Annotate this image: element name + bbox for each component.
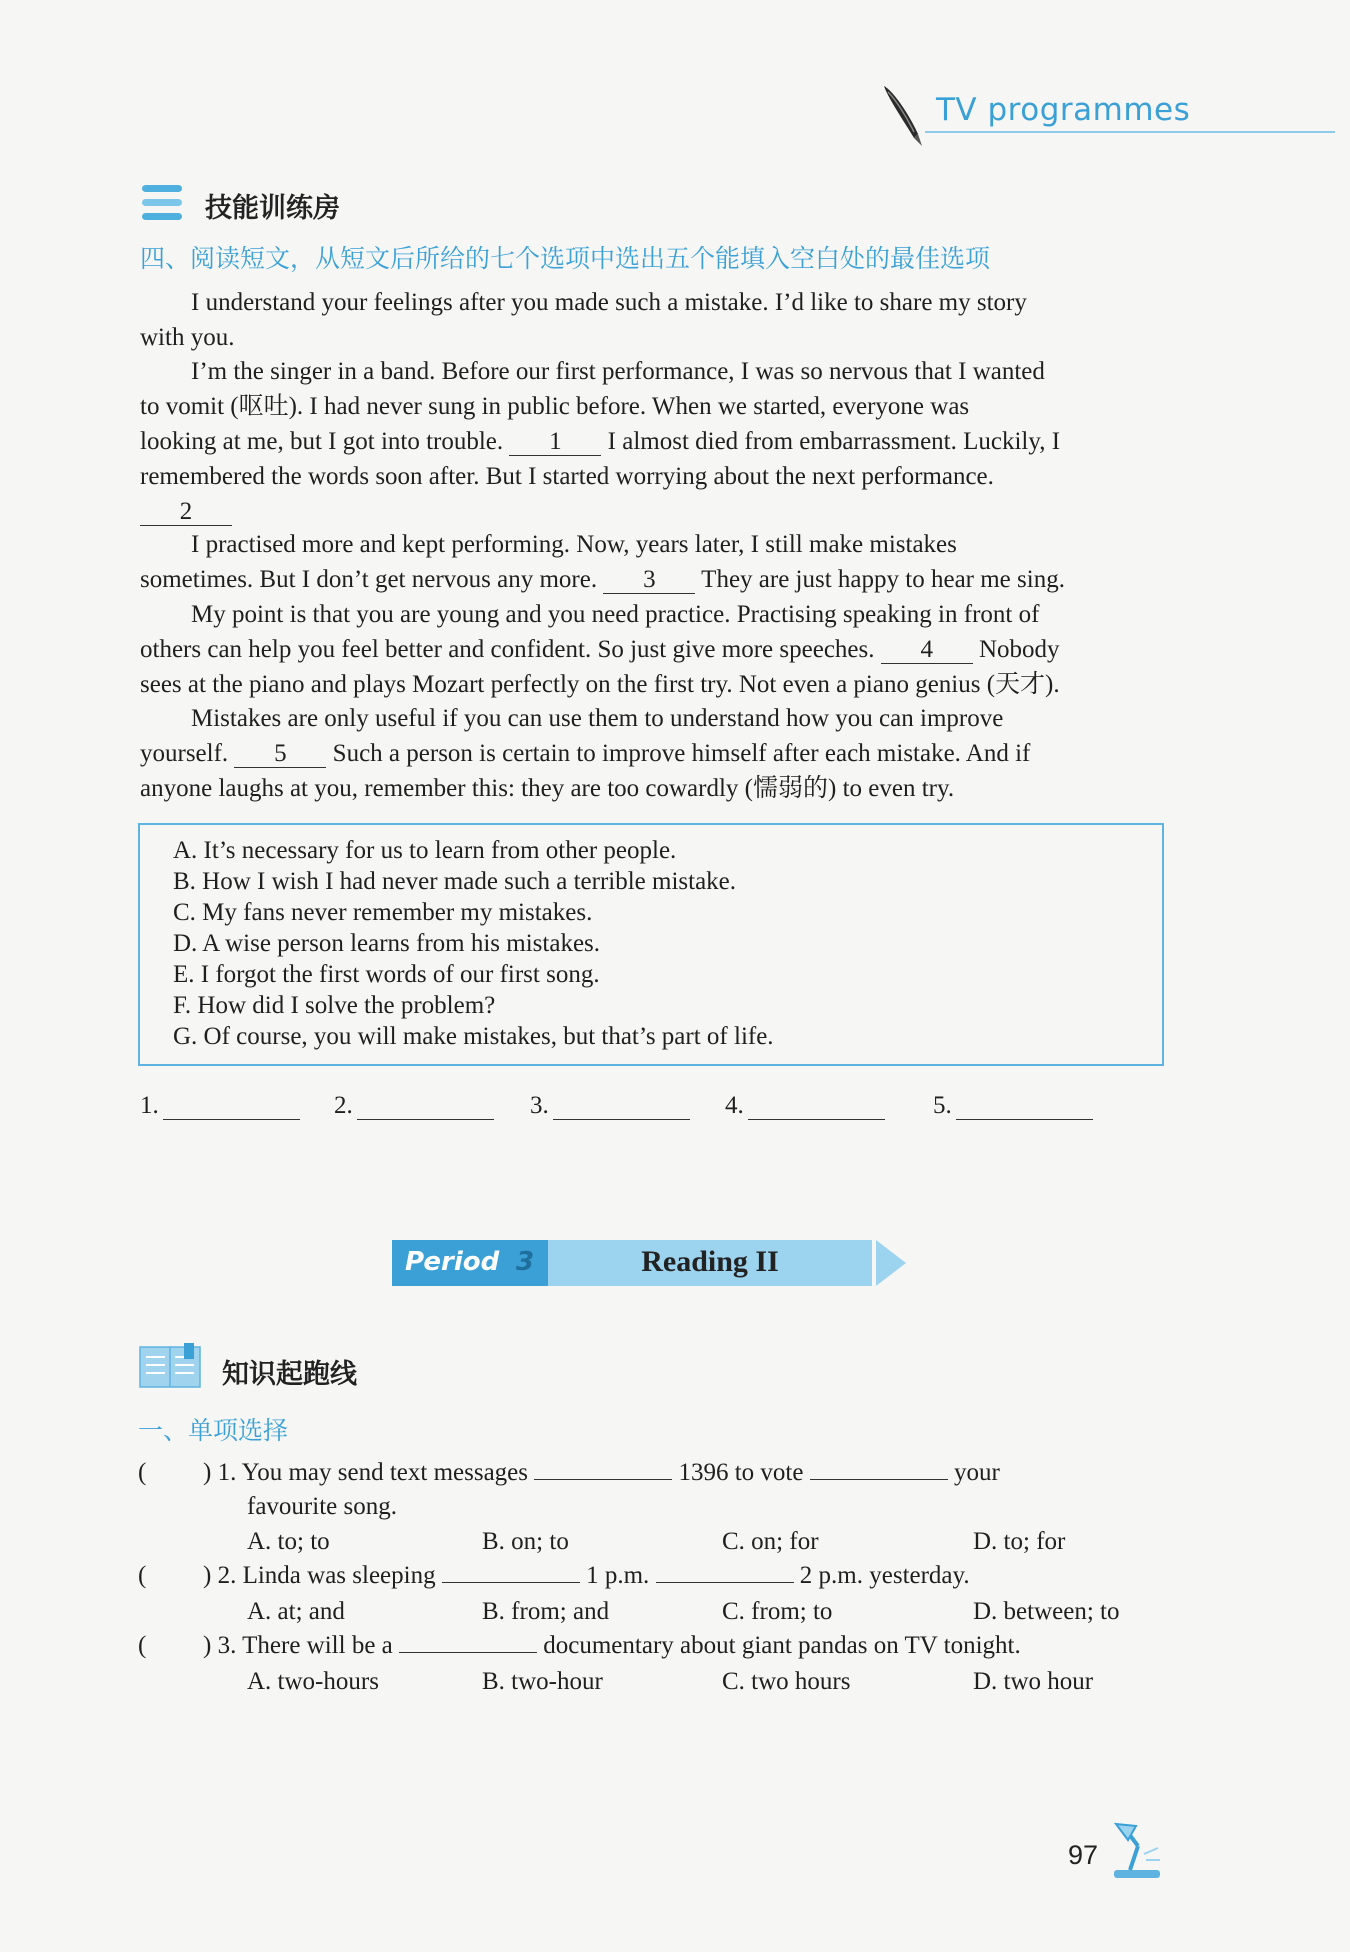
question-number: ) 2. (203, 1562, 237, 1589)
section-title-skills: 技能训练房 (205, 193, 340, 224)
q2-choice-a[interactable]: A. at; and (247, 1598, 345, 1625)
passage-text: Such a person is certain to improve himself after each mistake. And if (332, 740, 1031, 767)
passage-paragraph-1 (140, 285, 1170, 355)
question-text: There will be a (242, 1632, 393, 1659)
question-text: You may send text messages (241, 1459, 528, 1486)
header-title: TV programmes (936, 92, 1191, 128)
page-number: 97 (1068, 1840, 1099, 1870)
choice-instruction: 一、单项选择 (138, 1416, 289, 1445)
question-blank[interactable] (399, 1652, 537, 1653)
q2-choice-c[interactable]: C. from; to (722, 1598, 833, 1625)
section-title-knowledge: 知识起跑线 (222, 1359, 357, 1390)
answer-slot-2[interactable] (334, 1092, 494, 1120)
blank-4[interactable]: 4 (881, 637, 973, 664)
question-text: Linda was sleeping (242, 1562, 436, 1589)
period-number: 3 (516, 1247, 535, 1277)
passage-text: My point is that you are young and you need practice. Practising speaking in front of (191, 601, 1040, 628)
question-blank[interactable] (442, 1582, 580, 1583)
blank-3[interactable]: 3 (603, 567, 695, 594)
period-label: Period (405, 1247, 500, 1277)
question-3-paren: ( (138, 1632, 147, 1659)
question-text: documentary about giant pandas on TV tonight. (543, 1632, 1021, 1659)
q1-choice-b[interactable]: B. on; to (482, 1528, 569, 1555)
answer-line[interactable] (748, 1095, 885, 1120)
passage-text: sees at the piano and plays Mozart perfectly on the first try. Not even a piano genius (天才). (140, 671, 1060, 698)
passage-text: looking at me, but I got into trouble. (140, 428, 504, 455)
q3-choice-a[interactable]: A. two-hours (247, 1668, 379, 1695)
question-number: ) 1. (203, 1459, 237, 1486)
option-d: D. A wise person learns from his mistakes. (173, 930, 601, 957)
question-blank[interactable] (810, 1479, 948, 1480)
answer-label: 1. (140, 1092, 159, 1119)
passage-paragraph-4 (140, 597, 1185, 702)
option-e: E. I forgot the first words of our first song. (173, 961, 600, 988)
q3-choice-b[interactable]: B. two-hour (482, 1668, 603, 1695)
q3-choice-d[interactable]: D. two hour (973, 1668, 1094, 1695)
question-blank[interactable] (656, 1582, 794, 1583)
blank-2[interactable]: 2 (140, 499, 232, 526)
passage-paragraph-3 (140, 527, 1180, 597)
period-title: Reading II (641, 1245, 779, 1278)
passage-text: others can help you feel better and confident. So just give more speeches. (140, 636, 875, 663)
question-text: 1396 to vote (678, 1459, 804, 1486)
passage-text: to vomit (呕吐). I had never sung in public before. When we started, everyone was (140, 393, 970, 420)
q2-choice-b[interactable]: B. from; and (482, 1598, 610, 1625)
q3-choice-c[interactable]: C. two hours (722, 1668, 851, 1695)
q2-choice-d[interactable]: D. between; to (973, 1598, 1120, 1625)
option-b: B. How I wish I had never made such a terrible mistake. (173, 868, 737, 895)
passage-text: remembered the words soon after. But I started worrying about the next performance. (140, 463, 994, 490)
passage-text: yourself. (140, 740, 229, 767)
answer-label: 3. (530, 1092, 549, 1119)
book-icon (138, 1343, 204, 1396)
passage-text: I’m the singer in a band. Before our first performance, I was so nervous that I wanted (191, 358, 1045, 385)
passage-text: sometimes. But I don’t get nervous any more. (140, 566, 598, 593)
question-text: 2 p.m. yesterday. (799, 1562, 970, 1589)
answer-slot-4[interactable] (725, 1092, 885, 1120)
question-2 (203, 1559, 1163, 1593)
answer-line[interactable] (163, 1095, 300, 1120)
question-1 (203, 1456, 1163, 1490)
answer-slot-1[interactable] (140, 1092, 300, 1120)
answer-line[interactable] (956, 1095, 1093, 1120)
question-text: your (953, 1459, 1000, 1486)
answer-label: 5. (933, 1092, 952, 1119)
lamp-icon (1108, 1820, 1166, 1885)
blank-1[interactable]: 1 (509, 429, 601, 456)
passage-text: I almost died from embarrassment. Luckily, I (607, 428, 1061, 455)
option-c: C. My fans never remember my mistakes. (173, 899, 593, 926)
answer-label: 2. (334, 1092, 353, 1119)
question-number: ) 3. (203, 1632, 237, 1659)
answer-line[interactable] (553, 1095, 690, 1120)
answer-slot-3[interactable] (530, 1092, 690, 1120)
q1-choice-d[interactable]: D. to; for (973, 1528, 1066, 1555)
question-2-paren: ( (138, 1562, 147, 1589)
question-1-paren: ( (138, 1459, 147, 1486)
passage-text: with you. (140, 324, 235, 351)
passage-text: Mistakes are only useful if you can use them to understand how you can improve (191, 705, 1004, 732)
question-1-cont: favourite song. (247, 1493, 397, 1520)
answer-label: 4. (725, 1092, 744, 1119)
stripes-icon (140, 183, 186, 228)
question-blank[interactable] (534, 1479, 672, 1480)
q1-choice-a[interactable]: A. to; to (247, 1528, 330, 1555)
q1-choice-c[interactable]: C. on; for (722, 1528, 819, 1555)
option-a: A. It’s necessary for us to learn from other people. (173, 837, 677, 864)
blank-5[interactable]: 5 (234, 741, 326, 768)
reading-instruction: 四、阅读短文，从短文后所给的七个选项中选出五个能填入空白处的最佳选项 (140, 244, 991, 273)
passage-text: I practised more and kept performing. Now, years later, I still make mistakes (191, 531, 957, 558)
passage-text: I understand your feelings after you made such a mistake. I’d like to share my story (191, 289, 1027, 316)
passage-paragraph-2 (140, 354, 1170, 529)
pen-icon (878, 82, 934, 157)
answer-line[interactable] (357, 1095, 494, 1120)
option-f: F. How did I solve the problem? (173, 992, 496, 1019)
arrow-right-icon (876, 1240, 906, 1286)
passage-text: They are just happy to hear me sing. (701, 566, 1065, 593)
question-3 (203, 1629, 1163, 1663)
question-text: 1 p.m. (586, 1562, 650, 1589)
passage-text: Nobody (979, 636, 1060, 663)
option-g: G. Of course, you will make mistakes, but that’s part of life. (173, 1023, 774, 1050)
passage-paragraph-5 (140, 701, 1180, 806)
answer-slot-5[interactable] (933, 1092, 1093, 1120)
header-divider (925, 131, 1335, 133)
passage-text: anyone laughs at you, remember this: they are too cowardly (懦弱的) to even try. (140, 775, 955, 802)
